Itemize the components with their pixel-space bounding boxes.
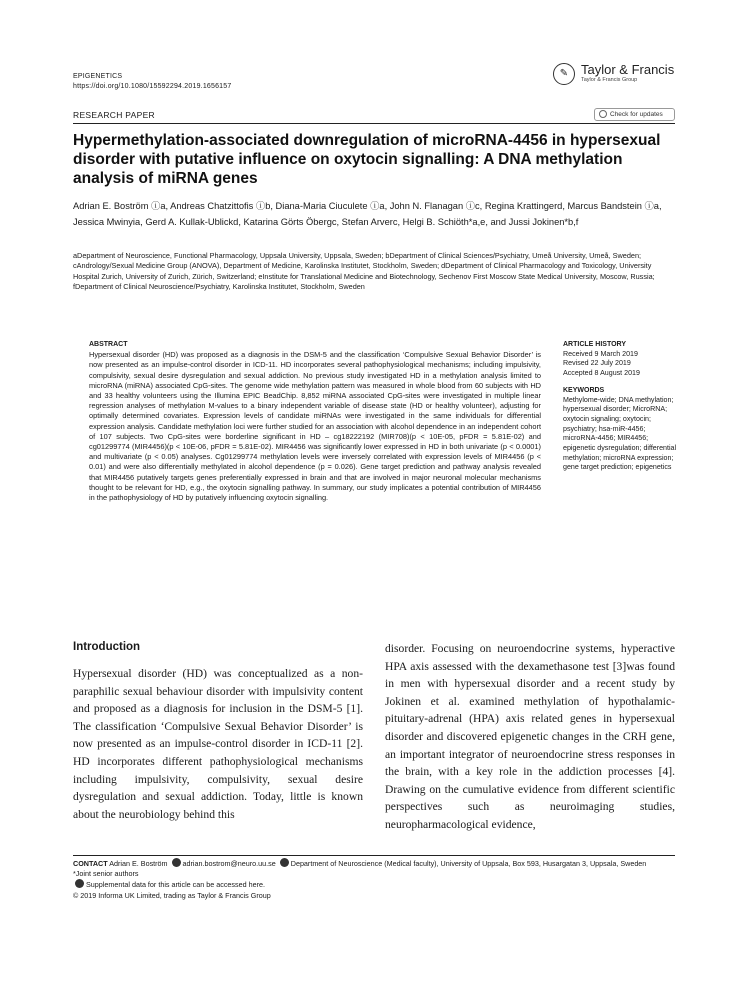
supplemental-text: Supplemental data for this article can be accessed here.: [86, 880, 265, 890]
abstract-heading: ABSTRACT: [89, 341, 128, 348]
keywords-heading: KEYWORDS: [563, 386, 605, 394]
publisher-name: Taylor & Francis: [581, 62, 675, 77]
doi-link[interactable]: https://doi.org/10.1080/15592294.2019.1656157: [73, 83, 232, 90]
contact-address: Department of Neuroscience (Medical faculty), University of Uppsala, Box 593, Husargatan 3, Uppsala, Sweden: [290, 859, 647, 868]
email-icon: [172, 858, 181, 867]
tf-logo-icon: ✎: [553, 63, 575, 85]
article-title: Hypermethylation-associated downregulation of microRNA-4456 in hypersexual disorder with putative influence on oxytocin signalling: A DNA methylation analysis of miRNA genes: [73, 132, 661, 187]
section-label: RESEARCH PAPER: [73, 110, 155, 120]
footer-divider: [73, 855, 675, 856]
header-divider: [73, 123, 675, 124]
check-updates-button[interactable]: [594, 108, 675, 121]
author-list: Adrian E. Boström ⓘa, Andreas Chatzittofis ⓘb, Diana-Maria Ciuculete ⓘa, John N. Flanagan ⓘc, Regina Krattingerd, Marcus Bandstein ⓘa, Jessica Mwinyia, Gerd A. Kullak-Ublickd, Katarina Görts Öbergc, Stefan Arverc, Helgi B. Schiöth*a,e, and Jussi Jokinen*b,f: [73, 201, 662, 227]
affiliations: aDepartment of Neuroscience, Functional Pharmacology, Uppsala University, Uppsala, Sweden; bDepartment of Clinical Sciences/Psychiatry, Umeå University, Umeå, Sweden; cAndrology/Sexual Medicine Group (ANOVA), Department of Medicine, Karolinska Institutet, Stockholm, Sweden; dDepartment of Clinical Pharmacology and Toxicology, University Hospital Zurich, University of Zurich, Zürich, Switzerland; eInstitute for Translational Medicine and Biotechnology, Sechenov First Moscow State Medical University, Moscow, Russia; fDepartment of Clinical Neuroscience/Psychiatry, Karolinska Institutet, Stockholm, Sweden: [73, 251, 655, 291]
publisher-logo: [553, 62, 675, 88]
publisher-sub: Taylor & Francis Group: [581, 77, 638, 83]
introduction-col2: disorder. Focusing on neuroendocrine systems, hyperactive HPA axis assessed with the dexamethasone test [3]was found in men with hypersexual disorder and a recent study by Jokinen et al. examined methylation of hypothalamic-pituitary-adrenal (HPA) axis related genes in hypersexual disorder and discovered epigenetic changes in the CRH gene, an important integrator of neuroendocrine stress responses in the brain, with a key role in the addiction processes [4]. Drawing on the cumulative evidence from different scientific perspectives such as neuroimaging studies, neuropharmacological evidence,: [385, 642, 675, 831]
contact-label: CONTACT: [73, 859, 108, 868]
supplemental-note[interactable]: [73, 879, 678, 890]
contact-email[interactable]: adrian.bostrom@neuro.uu.se: [182, 859, 276, 868]
received-date: Received 9 March 2019: [563, 349, 638, 358]
footer: [73, 858, 678, 901]
article-history-heading: ARTICLE HISTORY: [563, 341, 627, 348]
journal-header: [73, 72, 231, 92]
journal-name: EPIGENETICS: [73, 73, 123, 80]
check-updates-icon: [599, 110, 607, 118]
revised-date: Revised 22 July 2019: [563, 359, 631, 368]
joint-authors-note: *Joint senior authors: [73, 869, 139, 879]
introduction-col1: Hypersexual disorder (HD) was conceptualized as a non-paraphilic sexual behaviour disorder with impulsivity content and proposed as a diagnosis for inclusion in the DSM-5 [1]. The classification ‘Compulsive Sexual Behavior Disorder’ is now presented as an impulse-control disorder in ICD-11 [2]. HD incorporates different pathophysiological mechanisms including impulsivity, compulsivity, sexual desire dysregulation and sexual addiction. Today, little is known about the neurobiology behind this: [73, 667, 363, 821]
address-icon: [280, 858, 289, 867]
introduction-heading: Introduction: [73, 641, 141, 653]
contact-name: Adrian E. Boström: [109, 859, 168, 868]
article-sidebar: [563, 340, 678, 473]
keywords-text: Methylome-wide; DNA methylation; hypersexual disorder; MicroRNA; oxytocin signaling; oxytocin; psychiatry; hsa-miR-4456; microRNA-4456; MIR4456; epigenetic dysregulation; differential methylation; microRNA expression; gene target prediction; epigenetics: [563, 395, 677, 472]
abstract-text: Hypersexual disorder (HD) was proposed as a diagnosis in the DSM-5 and the classification ‘Compulsive Sexual Behavior Disorder’ is now presented as an impulse-control disorder in ICD-11. HD incorporates several pathophysiological mechanisms; including impulsivity, compulsivity, sexual desire dysregulation and sexual addiction. No previous study investigated HD in a methylation analysis limited to microRNA (miRNA) associated CpG-sites. The genome wide methylation pattern was measured in whole blood from 60 subjects with HD and 33 healthy volunteers using the Illumina EPIC BeadChip. 8,852 miRNA associated CpG-sites were investigated in multiple linear regression analyses of methylation M-values to a binary independent variable of disease state (HD or healthy volunteer), adjusting for optimally determined covariates. Expression levels of candidate miRNAs were investigated in the same individuals for differential expression analysis. Candidate methylation loci were further studied for an association with alcohol dependence in an independent cohort of 107 subjects. Two CpG-sites were borderline significant in HD – cg18222192 (MIR708)(p < 10E-05, pFDR = 5.81E-02) and cg01299774 (MIR4456)(p < 10E-06, pFDR = 5.81E-02). MIR4456 was significantly lower expressed in HD in both univariate (p < 0.0001) and multivariate (p < 0.05) analyses. Cg01299774 methylation levels were inversely correlated with expression levels of MIR4456 (p < 0.01) and were also differentially methylated in alcohol dependence (p = 0.026). Gene target prediction and pathway analysis revealed that MIR4456 putatively targets genes preferentially expressed in brain and that are involved in major neuronal molecular mechanisms thought to be relevant for HD, e.g., the oxytocin signalling pathway. In summary, our study implicates a potential contribution of MIR4456 in the pathophysiology of HD by putatively influencing oxytocin signalling.: [89, 350, 541, 503]
check-updates-label: Check for updates: [610, 111, 663, 118]
contact-line: [73, 858, 678, 869]
abstract: [89, 340, 541, 503]
supplemental-icon: [75, 879, 84, 888]
accepted-date: Accepted 8 August 2019: [563, 369, 640, 378]
copyright: © 2019 Informa UK Limited, trading as Taylor & Francis Group: [73, 890, 271, 900]
